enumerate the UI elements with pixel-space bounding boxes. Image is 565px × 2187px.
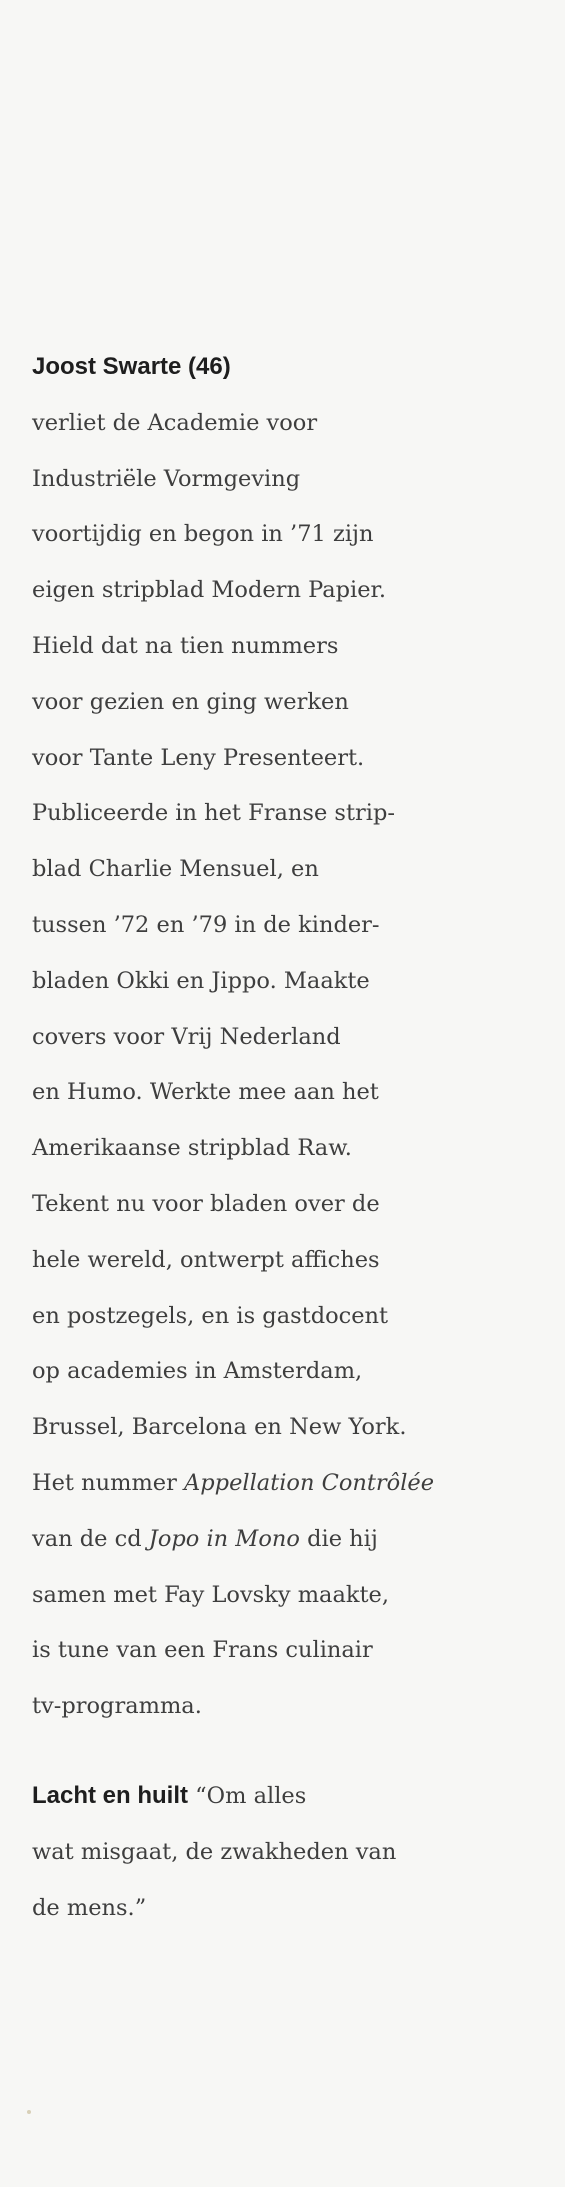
bio-text: die hij [299,1525,378,1552]
bio-text: van de cd [32,1525,149,1552]
quote-line [32,1778,542,1834]
bio-line: tussen ’72 en ’79 in de kinder- [32,911,380,938]
bio-line: tv-programma. [32,1693,202,1720]
bio-line: hele wereld, ontwerpt affiches [32,1246,380,1273]
bio-line: is tune van een Frans culinair [32,1637,373,1664]
bio-line: Brussel, Barcelona en New York. [32,1414,407,1441]
quote-lead: Lacht en huilt [32,1782,188,1809]
bio-line: Publiceerde in het Franse strip- [32,800,395,827]
bio-line: en postzegels, en is gastdocent [32,1302,389,1329]
bio-line: samen met Fay Lovsky maakte, [32,1581,390,1608]
bio-line: Amerikaanse stripblad Raw. [32,1135,352,1162]
bio-line: bladen Okki en Jippo. Maakte [32,967,370,994]
quote-line: wat misgaat, de zwakheden van [32,1838,397,1865]
quote-paragraph [32,1778,542,1945]
album-title: Jopo in Mono [148,1525,300,1552]
bio-line: en Humo. Werkte mee aan het [32,1079,379,1106]
bio-line: verliet de Academie voor [32,409,318,436]
bio-line [32,1465,542,1521]
quote-text: “Om alles [188,1783,307,1809]
bio-line: op academies in Amsterdam, [32,1358,363,1385]
bio-line: covers voor Vrij Nederland [32,1023,341,1050]
bio-line: voor Tante Leny Presenteert. [32,744,365,771]
bio-paragraph [32,349,542,1744]
bio-line: Tekent nu voor bladen over de [32,1190,380,1217]
bio-line: Industriële Vormgeving [32,465,301,492]
song-title: Appellation Contrôlée [184,1469,435,1496]
bio-line: Hield dat na tien nummers [32,632,339,659]
bio-line: voortijdig en begon in ’71 zijn [32,521,374,548]
bio-line [32,1521,542,1577]
bio-line: voor gezien en ging werken [32,688,349,715]
paper-speck [27,2110,31,2114]
bio-line: eigen stripblad Modern Papier. [32,577,386,604]
bio-line: blad Charlie Mensuel, en [32,856,319,883]
quote-line: de mens.” [32,1894,147,1921]
bio-name-heading: Joost Swarte (46) [32,353,231,380]
bio-text: Het nummer [32,1469,185,1496]
